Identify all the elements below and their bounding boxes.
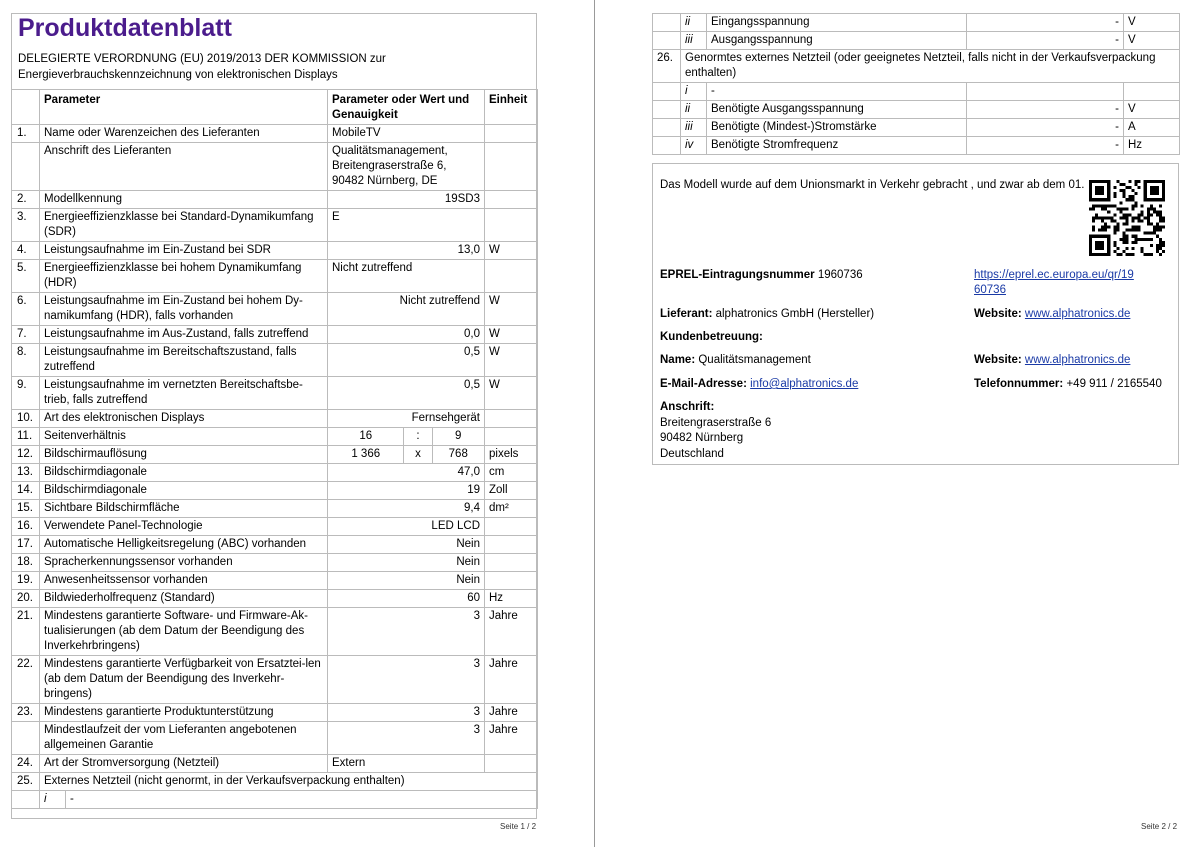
row-unit [485,410,538,428]
row-number: 25. [12,773,40,791]
row-value: Nein [328,572,485,590]
table-row [653,32,1180,50]
row-unit [485,554,538,572]
table-row [12,755,538,773]
row-unit: pixels [485,446,538,464]
phone-value: +49 911 / 2165540 [1066,378,1162,390]
row-value: Extern [328,755,485,773]
row-parameter: Eingangsspannung [707,14,967,32]
row-number: 20. [12,590,40,608]
table-row [653,119,1180,137]
row-number: 13. [12,464,40,482]
address-label: Anschrift: [660,401,715,413]
row-parameter: Spracherkennungssensor vorhanden [40,554,328,572]
row-value: - [967,101,1124,119]
row-unit [485,536,538,554]
row-number: 16. [12,518,40,536]
row-number-empty [653,137,681,155]
row-unit [485,428,538,446]
row-unit [485,572,538,590]
header-unit: Einheit [485,90,538,125]
table-row [12,377,538,410]
row-parameter: Mindestens garantierte Software- und Firmware-Ak-tualisierungen (ab dem Datum der Beendigung des Inverkehrbringens) [40,608,328,656]
website2-label: Website: [974,354,1022,366]
table-row [12,410,538,428]
header-value: Parameter oder Wert und Genauigkeit [328,90,485,125]
row-parameter: Art der Stromversorgung (Netzteil) [40,755,328,773]
row-value: Nicht zutreffend [328,260,485,293]
row-parameter: Mindestlaufzeit der vom Lieferanten angebotenen allgemeinen Garantie [40,722,328,755]
row-number: 12. [12,446,40,464]
row-parameter: Automatische Helligkeitsregelung (ABC) vorhanden [40,536,328,554]
table-row [12,428,538,446]
row-unit: W [485,377,538,410]
contact-name-label: Name: [660,354,696,366]
value-part-1: 1 366 [328,446,404,463]
table-row [12,209,538,242]
header-parameter: Parameter [40,90,328,125]
table-row [12,608,538,656]
row-value: E [328,209,485,242]
row-number: 7. [12,326,40,344]
row-parameter: Ausgangsspannung [707,32,967,50]
row-parameter: Benötigte Stromfrequenz [707,137,967,155]
row-number [12,722,40,755]
row-unit: W [485,326,538,344]
row-parameter: Mindestens garantierte Verfügbarkeit von Ersatztei-len (ab dem Datum der Beendigung des Inverkehr-bringens) [40,656,328,704]
row-value: 3 [328,608,485,656]
row-sub-i [40,791,538,809]
table-row [12,704,538,722]
document-title: Produktdatenblatt [18,14,232,42]
row-value: Fernsehgerät [328,410,485,428]
row-unit: V [1124,101,1180,119]
address-line-2: 90482 Nürnberg [660,432,744,444]
row-value: 60 [328,590,485,608]
value-part-1: 16 [328,428,404,445]
row-value: 3 [328,656,485,704]
table-row [12,572,538,590]
table-row [12,293,538,326]
value-part-2: 768 [448,448,468,460]
row-number [12,143,40,191]
page-1-footer: Seite 1 / 2 [500,822,537,831]
email-link[interactable]: info@alphatronics.de [750,378,859,390]
regulation-subtitle: DELEGIERTE VERORDNUNG (EU) 2019/2013 DER KOMMISSION zur Energieverbrauchskennzeichnung von elektronischen Displays [18,53,386,81]
table-row [12,143,538,191]
roman-numeral: iii [681,32,707,50]
row-number: 23. [12,704,40,722]
row-value: Qualitätsmanagement, Breitengraserstraße 6, 90482 Nürnberg, DE [328,143,485,191]
eprel-value: 1960736 [817,269,863,281]
row-number: 17. [12,536,40,554]
row-value: 19SD3 [328,191,485,209]
table-header-row [12,90,538,125]
row-value-split [328,446,485,464]
row-number-empty [653,32,681,50]
row-number: 8. [12,344,40,377]
supplier-info-box [652,163,1179,465]
eprel-link-line-1[interactable]: https://eprel.ec.europa.eu/qr/19 [974,269,1134,281]
roman-numeral: i [681,83,707,101]
row-parameter: Mindestens garantierte Produktunterstützung [40,704,328,722]
website2-link[interactable]: www.alphatronics.de [1024,354,1131,366]
row-unit: Jahre [485,608,538,656]
phone-label: Telefonnummer: [974,378,1064,390]
table-row [653,50,1180,83]
table-row [12,656,538,704]
row-number: 11. [12,428,40,446]
row-unit [1124,83,1180,101]
row-number-empty [653,14,681,32]
row-number: 5. [12,260,40,293]
table-row [12,536,538,554]
supplier-value: alphatronics GmbH (Hersteller) [715,308,875,320]
qr-code-icon [1089,180,1165,256]
row-unit [485,209,538,242]
row-parameter: Leistungsaufnahme im Ein-Zustand bei SDR [40,242,328,260]
table-row [12,446,538,464]
row-parameter: Bildschirmdiagonale [40,482,328,500]
row-parameter: Leistungsaufnahme im vernetzten Bereitschaftsbe-trieb, falls zutreffend [40,377,328,410]
website-label: Website: [974,308,1022,320]
table-row [12,590,538,608]
row-value: 9,4 [328,500,485,518]
eprel-row [660,268,863,284]
row-number: 2. [12,191,40,209]
row-value: LED LCD [328,518,485,536]
page-1 [0,0,595,847]
row-number: 19. [12,572,40,590]
row-unit: cm [485,464,538,482]
row-number-empty [653,101,681,119]
roman-numeral: iv [681,137,707,155]
table-row [12,791,538,809]
table-row [12,242,538,260]
row-value: 47,0 [328,464,485,482]
table-row [12,326,538,344]
row-value: - [967,119,1124,137]
table-row [12,773,538,791]
row-number: 10. [12,410,40,428]
row-number: 24. [12,755,40,773]
row-value: - [967,14,1124,32]
row-parameter: Bildwiederholfrequenz (Standard) [40,590,328,608]
sub-value: - [70,793,74,805]
row-number-empty [12,791,40,809]
roman-numeral: iii [681,119,707,137]
row-value: 3 [328,722,485,755]
header-nr [12,90,40,125]
row-unit: A [1124,119,1180,137]
contact-name-value: Qualitätsmanagement [698,354,811,366]
row-unit [485,143,538,191]
row-unit: Zoll [485,482,538,500]
row-number: 6. [12,293,40,326]
power-supply-table [652,13,1180,155]
row-unit: V [1124,32,1180,50]
row-value: 0,5 [328,377,485,410]
row-number: 26. [653,50,681,83]
row-parameter: - [707,83,967,101]
email-label: E-Mail-Adresse: [660,378,747,390]
row-parameter: Leistungsaufnahme im Aus-Zustand, falls zutreffend [40,326,328,344]
email-row [660,377,858,393]
table-row [12,464,538,482]
row-parameter: Modellkennung [40,191,328,209]
row-number-empty [653,119,681,137]
table-row [12,500,538,518]
row-value: Nicht zutreffend [328,293,485,326]
row-value: 0,0 [328,326,485,344]
row-number: 3. [12,209,40,242]
table-row [12,482,538,500]
row-parameter: Bildschirmdiagonale [40,464,328,482]
row-value-split [328,428,485,446]
value-part-2: 9 [455,430,462,442]
row-unit: W [485,344,538,377]
product-data-table [11,89,538,809]
row-unit [485,125,538,143]
row-unit: Hz [485,590,538,608]
row-value: 19 [328,482,485,500]
row-value: MobileTV [328,125,485,143]
row-value: 0,5 [328,344,485,377]
row-number: 14. [12,482,40,500]
value-separator: : [404,428,432,445]
table-row [653,101,1180,119]
row-parameter: Anschrift des Lieferanten [40,143,328,191]
row-unit: Jahre [485,722,538,755]
customer-support-label: Kundenbetreuung: [660,331,763,343]
value-separator: x [404,446,432,463]
table-row [653,83,1180,101]
row-parameter: Art des elektronischen Displays [40,410,328,428]
row-value: 13,0 [328,242,485,260]
row-unit: Jahre [485,656,538,704]
row-value: 3 [328,704,485,722]
table-row [653,137,1180,155]
row-parameter: Benötigte (Mindest-)Stromstärke [707,119,967,137]
eprel-link-line-2[interactable]: 60736 [974,284,1006,296]
row-value: - [967,32,1124,50]
website-link[interactable]: www.alphatronics.de [1024,308,1131,320]
row-value [967,83,1124,101]
row-parameter: Verwendete Panel-Technologie [40,518,328,536]
row-number-empty [653,83,681,101]
row-number: 4. [12,242,40,260]
table-row [12,191,538,209]
row-number: 21. [12,608,40,656]
row-value: Nein [328,554,485,572]
page-2-footer: Seite 2 / 2 [1141,822,1178,831]
row-unit [485,260,538,293]
row-parameter: Externes Netzteil (nicht genormt, in der Verkaufsverpackung enthalten) [40,773,538,791]
row-parameter: Sichtbare Bildschirmfläche [40,500,328,518]
roman-numeral: i [40,791,66,808]
row-parameter: Seitenverhältnis [40,428,328,446]
table-row [653,14,1180,32]
row-unit: Jahre [485,704,538,722]
row-unit: W [485,242,538,260]
row-parameter: Name oder Warenzeichen des Lieferanten [40,125,328,143]
address-line-3: Deutschland [660,448,724,460]
supplier-label: Lieferant: [660,308,713,320]
row-parameter: Benötigte Ausgangsspannung [707,101,967,119]
row-number: 15. [12,500,40,518]
row-value: - [967,137,1124,155]
row-unit [485,755,538,773]
row-unit: Hz [1124,137,1180,155]
row-parameter: Bildschirmauflösung [40,446,328,464]
table-row [12,722,538,755]
supplier-row [660,307,874,323]
row-parameter: Genormtes externes Netzteil (oder geeignetes Netzteil, falls nicht in der Verkaufsverpackung enthalten) [681,50,1180,83]
roman-numeral: ii [681,101,707,119]
row-unit [485,518,538,536]
row-number: 9. [12,377,40,410]
row-parameter: Anwesenheitssensor vorhanden [40,572,328,590]
row-number: 18. [12,554,40,572]
row-unit: W [485,293,538,326]
table-row [12,260,538,293]
table-row [12,518,538,536]
table-row [12,344,538,377]
market-date-text: Das Modell wurde auf dem Unionsmarkt in Verkehr gebracht , und zwar ab dem 01. [660,179,1085,191]
row-unit [485,191,538,209]
website-row [974,307,1130,323]
phone-row [974,377,1162,393]
row-number: 1. [12,125,40,143]
row-parameter: Energieeffizienzklasse bei hohem Dynamikumfang (HDR) [40,260,328,293]
row-number: 22. [12,656,40,704]
contact-name-row [660,353,811,369]
address-line-1: Breitengraserstraße 6 [660,417,772,429]
row-unit: V [1124,14,1180,32]
website2-row [974,353,1130,369]
row-value: Nein [328,536,485,554]
roman-numeral: ii [681,14,707,32]
table-row [12,125,538,143]
row-parameter: Leistungsaufnahme im Bereitschaftszustand, falls zutreffend [40,344,328,377]
table-row [12,554,538,572]
eprel-label: EPREL-Eintragungsnummer [660,269,815,281]
row-parameter: Energieeffizienzklasse bei Standard-Dynamikumfang (SDR) [40,209,328,242]
row-parameter: Leistungsaufnahme im Ein-Zustand bei hohem Dy-namikumfang (HDR), falls vorhanden [40,293,328,326]
row-unit: dm² [485,500,538,518]
